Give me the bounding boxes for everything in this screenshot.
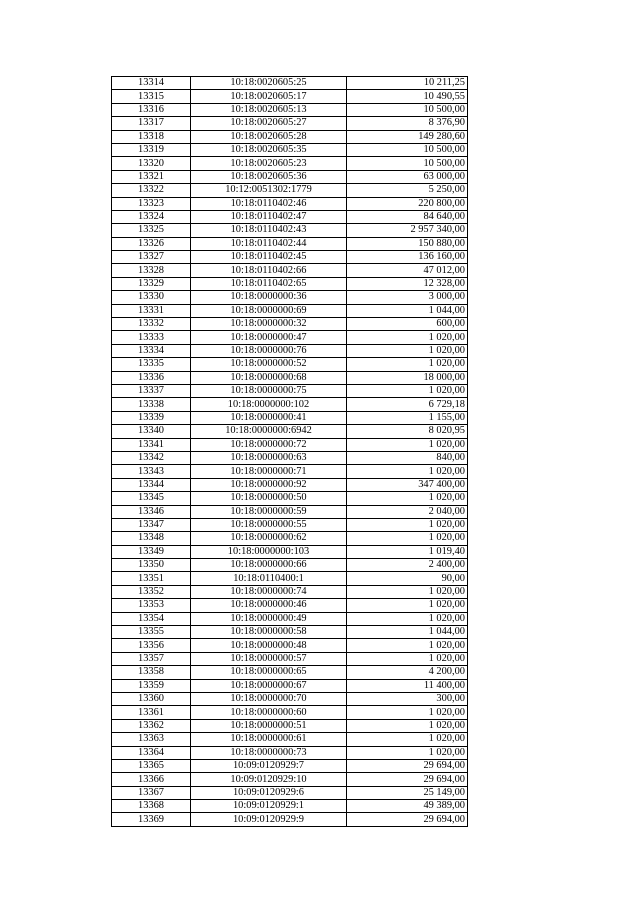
amount-cell: 1 020,00 [347, 639, 468, 652]
row-id-cell: 13330 [112, 291, 191, 304]
table-row [112, 692, 468, 705]
row-id-cell: 13352 [112, 585, 191, 598]
cadastral-number-cell: 10:18:0000000:48 [191, 639, 347, 652]
table-row [112, 465, 468, 478]
cadastral-number-cell: 10:09:0120929:7 [191, 759, 347, 772]
cadastral-number-cell: 10:18:0000000:66 [191, 559, 347, 572]
cadastral-number-cell: 10:18:0000000:62 [191, 532, 347, 545]
amount-cell: 347 400,00 [347, 478, 468, 491]
cadastral-number-cell: 10:18:0020605:28 [191, 130, 347, 143]
cadastral-number-cell: 10:18:0020605:35 [191, 143, 347, 156]
cadastral-number-cell: 10:18:0000000:51 [191, 719, 347, 732]
cadastral-number-cell: 10:09:0120929:10 [191, 773, 347, 786]
row-id-cell: 13369 [112, 813, 191, 826]
table-row [112, 679, 468, 692]
row-id-cell: 13363 [112, 733, 191, 746]
row-id-cell: 13316 [112, 103, 191, 116]
table-row [112, 425, 468, 438]
row-id-cell: 13319 [112, 143, 191, 156]
row-id-cell: 13337 [112, 384, 191, 397]
row-id-cell: 13345 [112, 492, 191, 505]
row-id-cell: 13351 [112, 572, 191, 585]
amount-cell: 63 000,00 [347, 170, 468, 183]
table-row [112, 251, 468, 264]
amount-cell: 1 020,00 [347, 746, 468, 759]
row-id-cell: 13329 [112, 277, 191, 290]
cadastral-number-cell: 10:18:0000000:76 [191, 344, 347, 357]
amount-cell: 3 000,00 [347, 291, 468, 304]
cadastral-number-cell: 10:18:0110402:65 [191, 277, 347, 290]
row-id-cell: 13315 [112, 90, 191, 103]
cadastral-number-cell: 10:18:0110402:66 [191, 264, 347, 277]
table-row [112, 492, 468, 505]
row-id-cell: 13359 [112, 679, 191, 692]
row-id-cell: 13322 [112, 184, 191, 197]
cadastral-number-cell: 10:18:0000000:61 [191, 733, 347, 746]
table-row [112, 358, 468, 371]
row-id-cell: 13335 [112, 358, 191, 371]
amount-cell: 1 020,00 [347, 706, 468, 719]
cadastral-number-cell: 10:18:0000000:47 [191, 331, 347, 344]
row-id-cell: 13341 [112, 438, 191, 451]
cadastral-number-cell: 10:18:0110402:46 [191, 197, 347, 210]
table-row [112, 210, 468, 223]
row-id-cell: 13338 [112, 398, 191, 411]
row-id-cell: 13365 [112, 759, 191, 772]
table-row [112, 626, 468, 639]
amount-cell: 1 020,00 [347, 733, 468, 746]
table-row [112, 518, 468, 531]
row-id-cell: 13346 [112, 505, 191, 518]
row-id-cell: 13318 [112, 130, 191, 143]
cadastral-number-cell: 10:09:0120929:9 [191, 813, 347, 826]
amount-cell: 149 280,60 [347, 130, 468, 143]
cadastral-number-cell: 10:18:0000000:59 [191, 505, 347, 518]
table-row [112, 331, 468, 344]
cadastral-number-cell: 10:18:0020605:27 [191, 117, 347, 130]
cadastral-number-cell: 10:18:0000000:49 [191, 612, 347, 625]
table-row [112, 545, 468, 558]
row-id-cell: 13349 [112, 545, 191, 558]
row-id-cell: 13327 [112, 251, 191, 264]
table-row [112, 170, 468, 183]
amount-cell: 1 020,00 [347, 719, 468, 732]
row-id-cell: 13366 [112, 773, 191, 786]
cadastral-number-cell: 10:18:0020605:23 [191, 157, 347, 170]
amount-cell: 1 020,00 [347, 358, 468, 371]
amount-cell: 1 019,40 [347, 545, 468, 558]
row-id-cell: 13360 [112, 692, 191, 705]
row-id-cell: 13344 [112, 478, 191, 491]
cadastral-number-cell: 10:18:0110402:44 [191, 237, 347, 250]
table-row [112, 639, 468, 652]
table-row [112, 318, 468, 331]
cadastral-number-cell: 10:18:0000000:71 [191, 465, 347, 478]
row-id-cell: 13361 [112, 706, 191, 719]
table-row [112, 746, 468, 759]
amount-cell: 220 800,00 [347, 197, 468, 210]
amount-cell: 10 211,25 [347, 77, 468, 90]
row-id-cell: 13358 [112, 666, 191, 679]
table-row [112, 277, 468, 290]
table-row [112, 291, 468, 304]
row-id-cell: 13356 [112, 639, 191, 652]
table-row [112, 77, 468, 90]
amount-cell: 8 020,95 [347, 425, 468, 438]
amount-cell: 90,00 [347, 572, 468, 585]
amount-cell: 10 500,00 [347, 143, 468, 156]
cadastral-number-cell: 10:18:0000000:75 [191, 384, 347, 397]
cadastral-number-cell: 10:18:0000000:58 [191, 626, 347, 639]
amount-cell: 1 020,00 [347, 492, 468, 505]
cadastral-number-cell: 10:18:0000000:50 [191, 492, 347, 505]
amount-cell: 840,00 [347, 451, 468, 464]
table-row [112, 478, 468, 491]
table-row [112, 505, 468, 518]
amount-cell: 29 694,00 [347, 813, 468, 826]
row-id-cell: 13317 [112, 117, 191, 130]
row-id-cell: 13333 [112, 331, 191, 344]
amount-cell: 10 500,00 [347, 157, 468, 170]
table-row [112, 157, 468, 170]
cadastral-number-cell: 10:18:0000000:65 [191, 666, 347, 679]
cadastral-number-cell: 10:18:0110402:43 [191, 224, 347, 237]
cadastral-number-cell: 10:18:0000000:74 [191, 585, 347, 598]
table-row [112, 184, 468, 197]
table-row [112, 438, 468, 451]
amount-cell: 1 155,00 [347, 411, 468, 424]
amount-cell: 1 020,00 [347, 438, 468, 451]
table-row [112, 585, 468, 598]
amount-cell: 1 044,00 [347, 626, 468, 639]
table-row [112, 224, 468, 237]
cadastral-number-cell: 10:18:0000000:72 [191, 438, 347, 451]
amount-cell: 1 020,00 [347, 612, 468, 625]
table-row [112, 197, 468, 210]
amount-cell: 1 044,00 [347, 304, 468, 317]
amount-cell: 2 957 340,00 [347, 224, 468, 237]
table-row [112, 813, 468, 826]
amount-cell: 1 020,00 [347, 585, 468, 598]
amount-cell: 136 160,00 [347, 251, 468, 264]
table-row [112, 264, 468, 277]
row-id-cell: 13367 [112, 786, 191, 799]
row-id-cell: 13334 [112, 344, 191, 357]
table-row [112, 800, 468, 813]
row-id-cell: 13340 [112, 425, 191, 438]
amount-cell: 5 250,00 [347, 184, 468, 197]
row-id-cell: 13314 [112, 77, 191, 90]
amount-cell: 1 020,00 [347, 344, 468, 357]
data-table-container [111, 76, 465, 827]
table-row [112, 666, 468, 679]
amount-cell: 8 376,90 [347, 117, 468, 130]
amount-cell: 29 694,00 [347, 759, 468, 772]
amount-cell: 11 400,00 [347, 679, 468, 692]
row-id-cell: 13343 [112, 465, 191, 478]
amount-cell: 150 880,00 [347, 237, 468, 250]
row-id-cell: 13347 [112, 518, 191, 531]
row-id-cell: 13362 [112, 719, 191, 732]
row-id-cell: 13332 [112, 318, 191, 331]
row-id-cell: 13364 [112, 746, 191, 759]
row-id-cell: 13336 [112, 371, 191, 384]
cadastral-number-cell: 10:18:0110402:47 [191, 210, 347, 223]
row-id-cell: 13348 [112, 532, 191, 545]
table-row [112, 117, 468, 130]
table-row [112, 773, 468, 786]
amount-cell: 18 000,00 [347, 371, 468, 384]
row-id-cell: 13320 [112, 157, 191, 170]
cadastral-number-cell: 10:18:0000000:57 [191, 652, 347, 665]
row-id-cell: 13357 [112, 652, 191, 665]
table-row [112, 103, 468, 116]
table-row [112, 759, 468, 772]
table-row [112, 612, 468, 625]
row-id-cell: 13342 [112, 451, 191, 464]
table-row [112, 532, 468, 545]
row-id-cell: 13350 [112, 559, 191, 572]
data-table [111, 76, 468, 827]
table-row [112, 304, 468, 317]
cadastral-number-cell: 10:18:0000000:36 [191, 291, 347, 304]
table-row [112, 706, 468, 719]
cadastral-number-cell: 10:18:0000000:60 [191, 706, 347, 719]
table-row [112, 559, 468, 572]
amount-cell: 49 389,00 [347, 800, 468, 813]
row-id-cell: 13339 [112, 411, 191, 424]
cadastral-number-cell: 10:18:0000000:68 [191, 371, 347, 384]
row-id-cell: 13368 [112, 800, 191, 813]
table-row [112, 652, 468, 665]
row-id-cell: 13326 [112, 237, 191, 250]
cadastral-number-cell: 10:18:0000000:55 [191, 518, 347, 531]
table-row [112, 451, 468, 464]
amount-cell: 84 640,00 [347, 210, 468, 223]
cadastral-number-cell: 10:09:0120929:6 [191, 786, 347, 799]
cadastral-number-cell: 10:18:0020605:36 [191, 170, 347, 183]
cadastral-number-cell: 10:18:0000000:67 [191, 679, 347, 692]
cadastral-number-cell: 10:18:0000000:52 [191, 358, 347, 371]
table-row [112, 90, 468, 103]
amount-cell: 25 149,00 [347, 786, 468, 799]
cadastral-number-cell: 10:18:0020605:17 [191, 90, 347, 103]
row-id-cell: 13321 [112, 170, 191, 183]
cadastral-number-cell: 10:18:0020605:13 [191, 103, 347, 116]
table-row [112, 130, 468, 143]
cadastral-number-cell: 10:18:0000000:92 [191, 478, 347, 491]
row-id-cell: 13354 [112, 612, 191, 625]
amount-cell: 600,00 [347, 318, 468, 331]
amount-cell: 29 694,00 [347, 773, 468, 786]
row-id-cell: 13353 [112, 599, 191, 612]
row-id-cell: 13331 [112, 304, 191, 317]
cadastral-number-cell: 10:18:0000000:6942 [191, 425, 347, 438]
amount-cell: 1 020,00 [347, 465, 468, 478]
row-id-cell: 13325 [112, 224, 191, 237]
amount-cell: 4 200,00 [347, 666, 468, 679]
cadastral-number-cell: 10:18:0000000:102 [191, 398, 347, 411]
cadastral-number-cell: 10:18:0000000:103 [191, 545, 347, 558]
cadastral-number-cell: 10:18:0000000:41 [191, 411, 347, 424]
cadastral-number-cell: 10:18:0000000:70 [191, 692, 347, 705]
amount-cell: 1 020,00 [347, 331, 468, 344]
cadastral-number-cell: 10:18:0110402:45 [191, 251, 347, 264]
cadastral-number-cell: 10:12:0051302:1779 [191, 184, 347, 197]
table-row [112, 384, 468, 397]
amount-cell: 2 040,00 [347, 505, 468, 518]
table-row [112, 733, 468, 746]
amount-cell: 1 020,00 [347, 652, 468, 665]
amount-cell: 2 400,00 [347, 559, 468, 572]
table-row [112, 786, 468, 799]
amount-cell: 10 490,55 [347, 90, 468, 103]
table-row [112, 599, 468, 612]
cadastral-number-cell: 10:18:0000000:63 [191, 451, 347, 464]
table-row [112, 572, 468, 585]
row-id-cell: 13355 [112, 626, 191, 639]
cadastral-number-cell: 10:18:0110400:1 [191, 572, 347, 585]
amount-cell: 1 020,00 [347, 518, 468, 531]
row-id-cell: 13324 [112, 210, 191, 223]
amount-cell: 47 012,00 [347, 264, 468, 277]
cadastral-number-cell: 10:18:0000000:46 [191, 599, 347, 612]
amount-cell: 1 020,00 [347, 384, 468, 397]
table-row [112, 719, 468, 732]
amount-cell: 1 020,00 [347, 532, 468, 545]
amount-cell: 10 500,00 [347, 103, 468, 116]
amount-cell: 12 328,00 [347, 277, 468, 290]
cadastral-number-cell: 10:18:0020605:25 [191, 77, 347, 90]
cadastral-number-cell: 10:09:0120929:1 [191, 800, 347, 813]
cadastral-number-cell: 10:18:0000000:69 [191, 304, 347, 317]
amount-cell: 300,00 [347, 692, 468, 705]
table-body [112, 77, 468, 827]
table-row [112, 398, 468, 411]
amount-cell: 6 729,18 [347, 398, 468, 411]
cadastral-number-cell: 10:18:0000000:73 [191, 746, 347, 759]
amount-cell: 1 020,00 [347, 599, 468, 612]
table-row [112, 344, 468, 357]
cadastral-number-cell: 10:18:0000000:32 [191, 318, 347, 331]
table-row [112, 411, 468, 424]
row-id-cell: 13323 [112, 197, 191, 210]
table-row [112, 143, 468, 156]
table-row [112, 237, 468, 250]
row-id-cell: 13328 [112, 264, 191, 277]
table-row [112, 371, 468, 384]
